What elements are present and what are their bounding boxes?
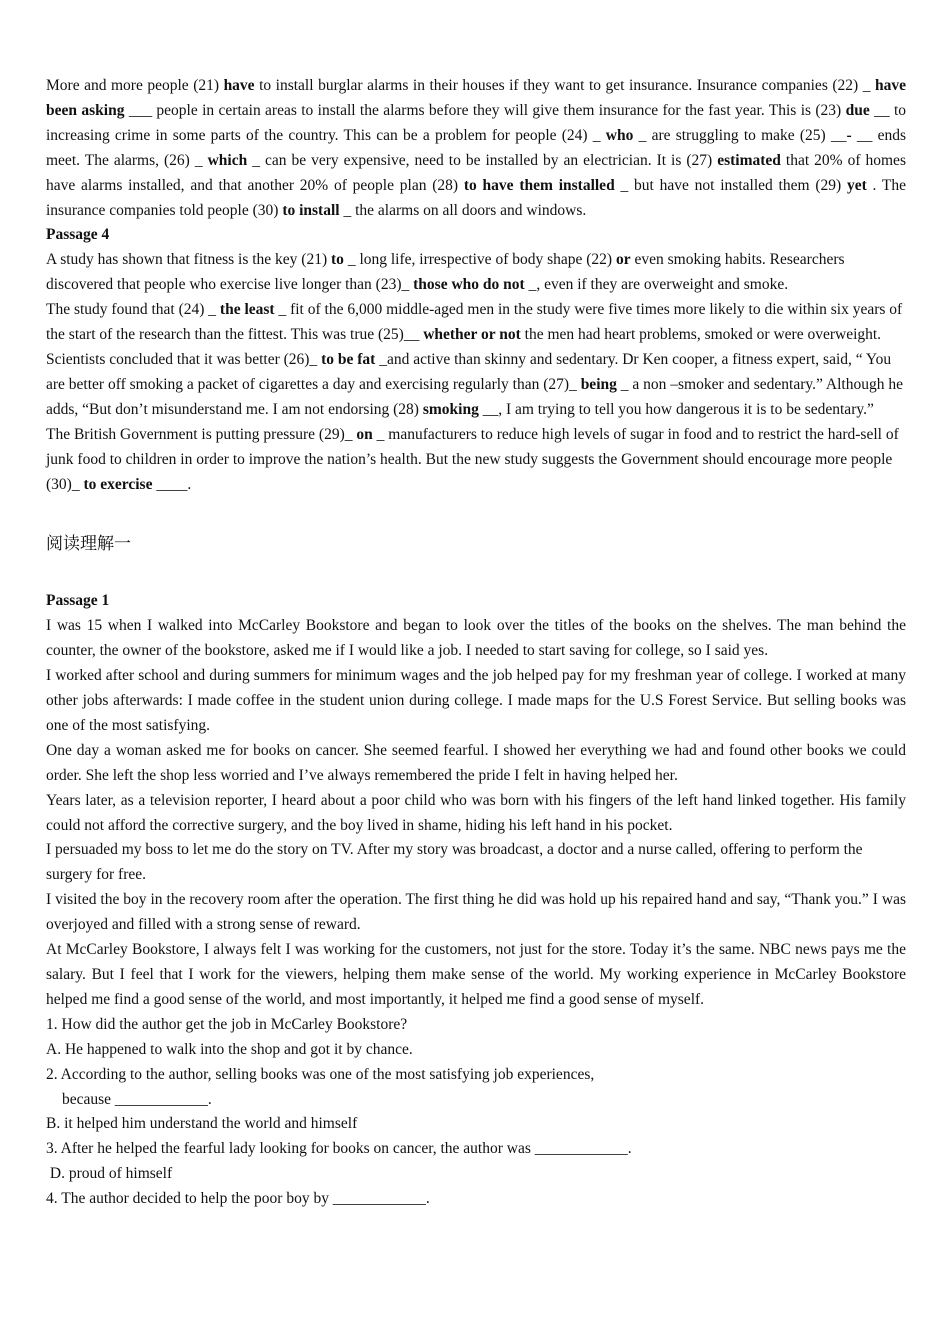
answer-word: smoking	[422, 400, 479, 418]
answer-word: to install	[282, 201, 340, 219]
question-line: D. proud of himself	[46, 1165, 173, 1183]
passage4-paragraph: The British Government is putting pressure (29)_ on _ manufacturers to reduce high levels of sugar in food and to restrict the hard-sell of junk food to children in order to improve the nation’s health. But the new study suggests the Government should encourage more people (30)_ to exercise ____.	[46, 425, 899, 493]
answer-word: -	[846, 126, 852, 144]
answer-word: whether or not	[423, 326, 521, 344]
passage3-paragraph: More and more people (21) have to install burglar alarms in their houses if they want to get insurance. Insurance companies (22) _ have been asking ___ people in certain areas to install the alarms before they will give them insurance for the fast year. This is (23) due __ to increasing crime in some parts of the country. This can be a problem for people (24) _ who _ are struggling to make (25) __- __ ends meet. The alarms, (26) _ which _ can be very expensive, need to be installed by an electrician. It is (27) estimated that 20% of homes have alarms installed, and that another 20% of people plan (28) to have them installed _ but have not installed them (29) yet . The insurance companies told people (30) to install _ the alarms on all doors and windows.	[46, 77, 907, 219]
passage4-heading: Passage 4	[46, 226, 110, 244]
answer-word: or	[615, 251, 631, 269]
answer-word: who	[605, 126, 634, 144]
answer-word: the least	[219, 301, 275, 319]
answer-word: have	[223, 77, 255, 94]
question-line: 2. According to the author, selling books was one of the most satisfying job experiences,	[46, 1065, 595, 1083]
answer-word: to	[331, 251, 344, 269]
answer-word: to exercise	[83, 475, 153, 493]
answer-word: on	[356, 425, 373, 443]
answer-word: have been asking	[46, 77, 906, 119]
passage1-paragraph: Years later, as a television reporter, I heard about a poor child who was born with his fingers of the left hand linked together. His family could not afford the corrective surgery, and the boy lived in shame, hiding his left hand in his pocket.	[46, 791, 906, 834]
document-page	[46, 74, 906, 1212]
question-line: because ____________.	[62, 1090, 212, 1108]
answer-word: to be fat	[321, 350, 376, 368]
answer-word: due	[845, 101, 870, 119]
answer-word: being	[580, 375, 617, 393]
answer-word: yet	[846, 176, 867, 194]
question-line: 1. How did the author get the job in McCarley Bookstore?	[46, 1015, 408, 1033]
passage1-body	[46, 614, 906, 1013]
passage1-paragraph: I was 15 when I walked into McCarley Bookstore and began to look over the titles of the books on the shelves. The man behind the counter, the owner of the bookstore, asked me if I would like a job. I needed to start saving for college, so I said yes.	[46, 617, 906, 660]
section-title: 阅读理解一	[46, 534, 131, 555]
question-list	[46, 1013, 906, 1212]
passage1-heading: Passage 1	[46, 592, 110, 610]
answer-word: estimated	[717, 151, 781, 169]
question-line: A. He happened to walk into the shop and got it by chance.	[46, 1040, 413, 1058]
answer-word: to have them installed	[463, 176, 615, 194]
question-line: 4. The author decided to help the poor boy by ____________.	[46, 1190, 430, 1208]
answer-word: which	[207, 151, 248, 169]
question-line: 3. After he helped the fearful lady looking for books on cancer, the author was ____________.	[46, 1140, 632, 1158]
passage1-paragraph: I persuaded my boss to let me do the story on TV. After my story was broadcast, a doctor and a nurse called, offering to perform the surgery for free.	[46, 841, 863, 884]
question-line: B. it helped him understand the world and himself	[46, 1115, 358, 1133]
passage4-paragraph: The study found that (24) _ the least _ fit of the 6,000 middle-aged men in the study were five times more likely to die within six years of the start of the research than the fittest. This was true (25)__ whether or not the men had heart problems, smoked or were overweight. Scientists concluded that it was better (26)_ to be fat _and active than skinny and sedentary. Dr Ken cooper, a fitness expert, said, “ You are better off smoking a packet of cigarettes a day and exercising regularly than (27)_ being _ a non –smoker and sedentary.” Although he adds, “But don’t misunderstand me. I am not endorsing (28) smoking __, I am trying to tell you how dangerous it is to be sedentary.”	[46, 301, 903, 418]
answer-word: those who do not	[413, 276, 525, 294]
passage1-paragraph: I visited the boy in the recovery room after the operation. The first thing he did was hold up his repaired hand and say, “Thank you.” I was overjoyed and filled with a strong sense of reward.	[46, 891, 906, 934]
passage4-body	[46, 248, 906, 497]
passage1-paragraph: I worked after school and during summers for minimum wages and the job helped pay for my freshman year of college. I worked at many other jobs afterwards: I made coffee in the student union during college. I made maps for the U.S Forest Service. But selling books was one of the most satisfying.	[46, 667, 906, 734]
passage1-paragraph: One day a woman asked me for books on cancer. She seemed fearful. I showed her everything we had and found other books we could order. She left the shop less worried and I’ve always remembered the pride I felt in having helped her.	[46, 741, 906, 784]
passage4-paragraph: A study has shown that fitness is the key (21) to _ long life, irrespective of body shape (22) or even smoking habits. Researchers discovered that people who exercise live longer than (23)_ those who do not _, even if they are overweight and smoke.	[46, 251, 845, 294]
passage1-paragraph: At McCarley Bookstore, I always felt I was working for the customers, not just for the store. Today it’s the same. NBC news pays me the salary. But I feel that I work for the viewers, helping them make sense of the world. My working experience in McCarley Bookstore helped me find a good sense of the world, and most importantly, it helped me find a good sense of myself.	[46, 941, 906, 1008]
